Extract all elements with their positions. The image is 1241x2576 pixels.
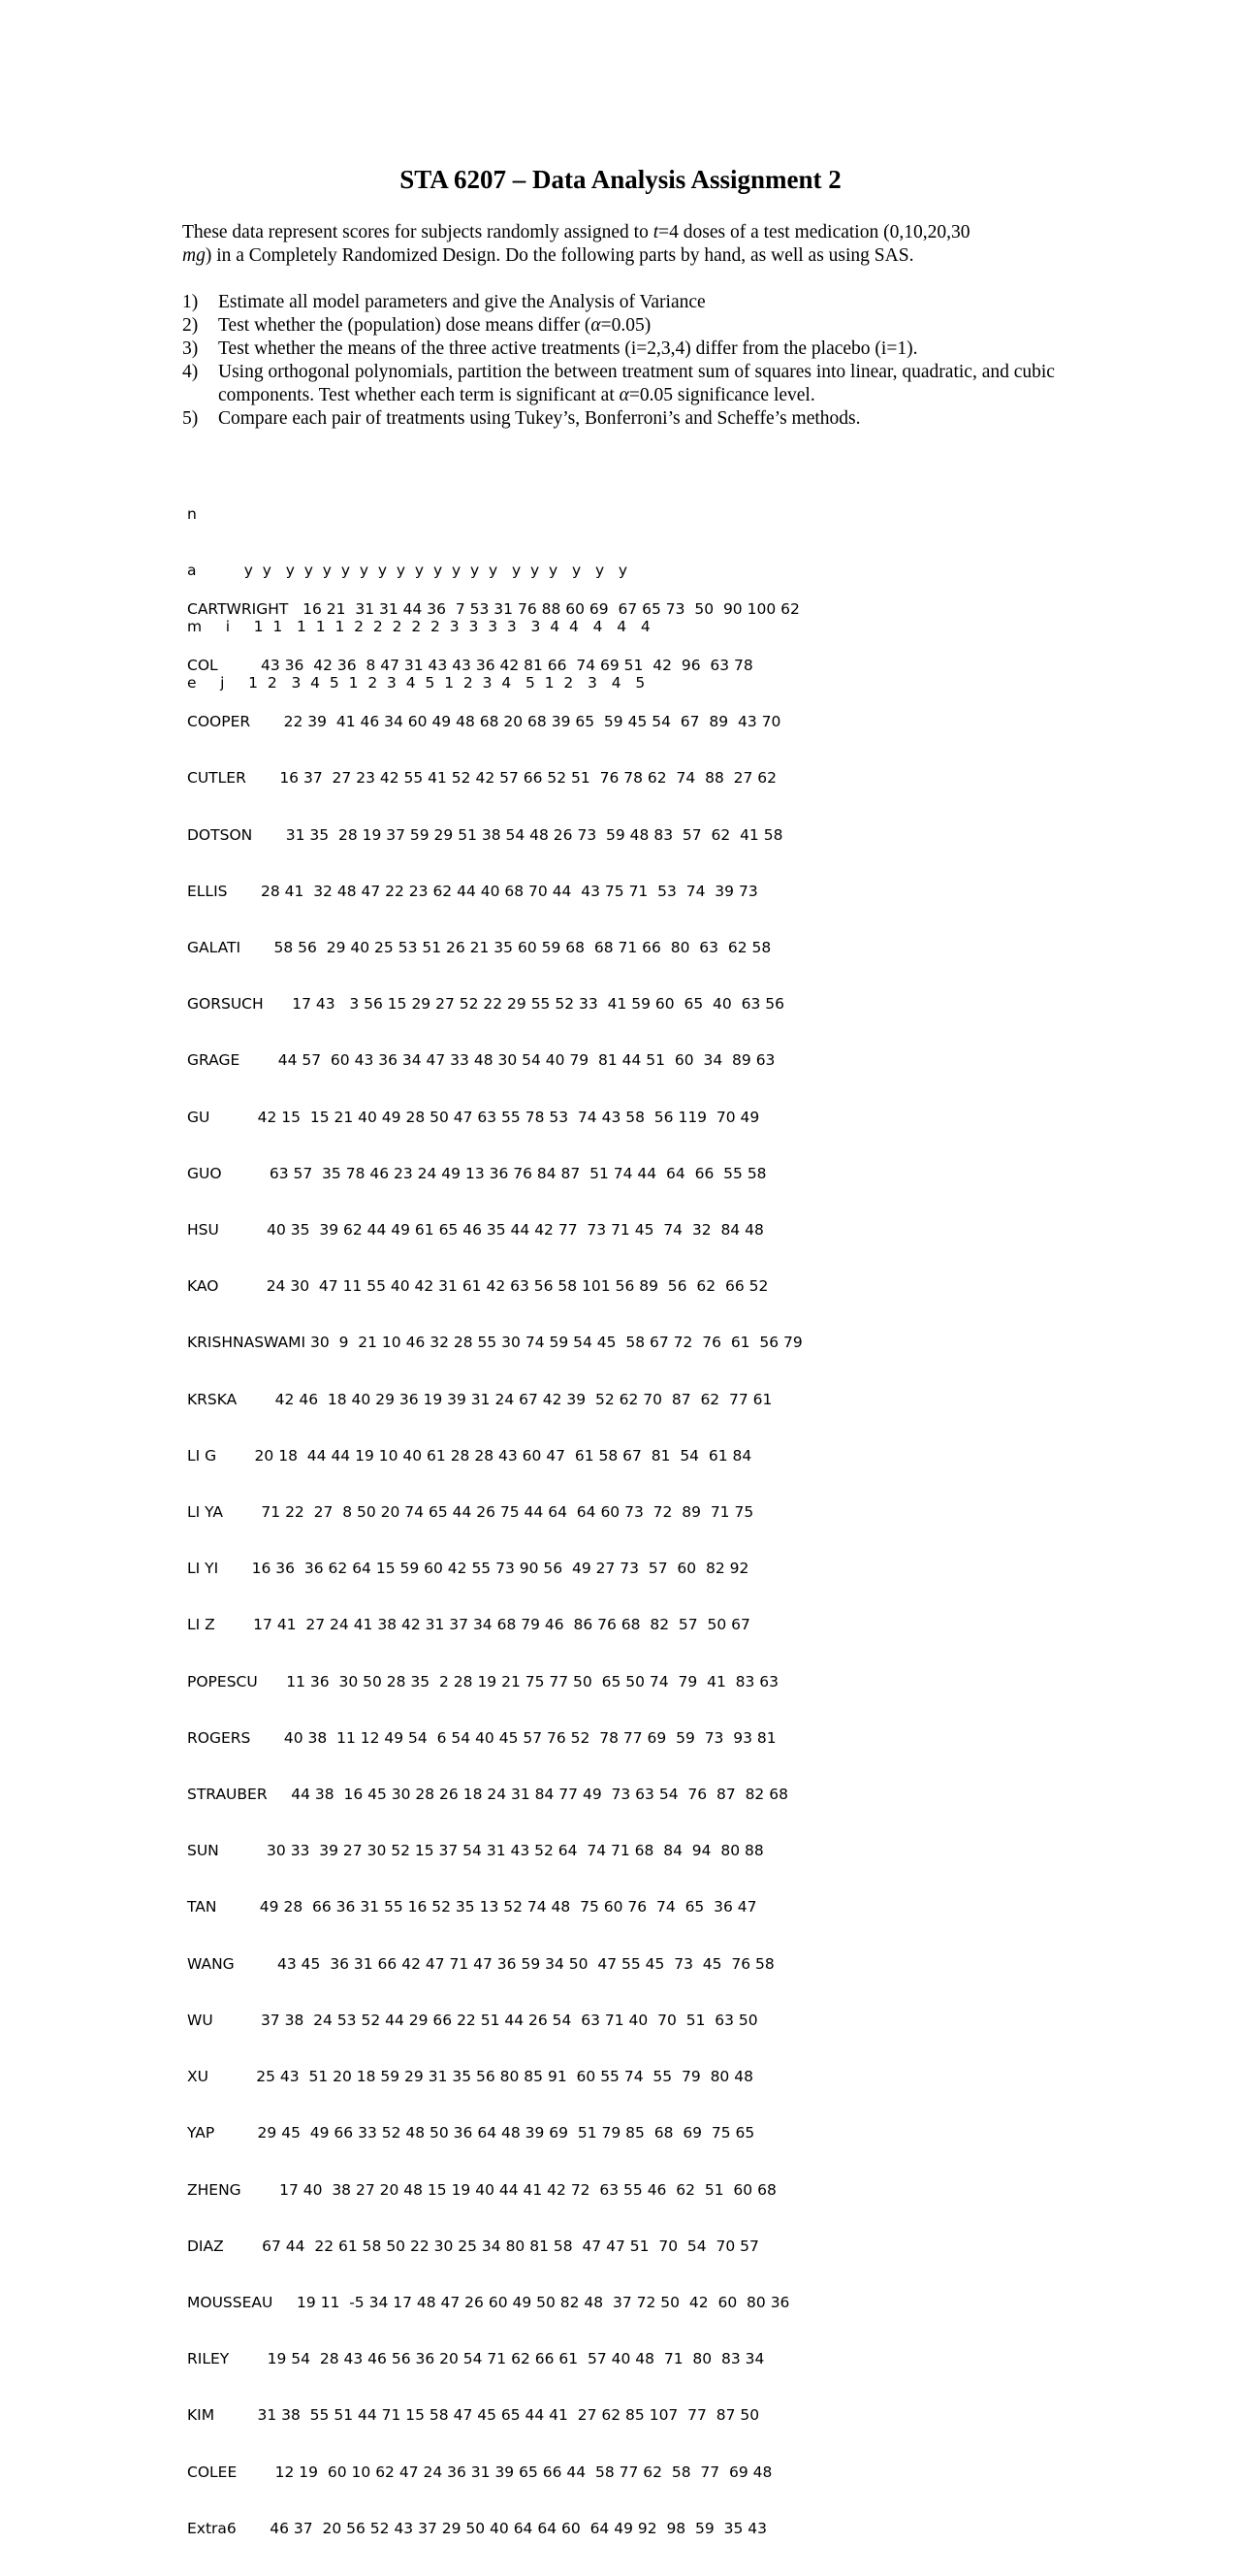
data-row: Extra6 46 37 20 56 52 43 37 29 50 40 64 64 60 64 49 92 98 59 35 43 [187,2519,767,2537]
data-row: RILEY 19 54 28 43 46 56 36 20 54 71 62 66 61 57 40 48 71 80 83 34 [187,2350,765,2368]
task-number: 4) [182,362,199,382]
data-row: LI G 20 18 44 44 19 10 40 61 28 28 43 60 47 61 58 67 81 54 61 84 [187,1446,752,1465]
data-row: LI Z 17 41 27 24 41 38 42 31 37 34 68 79 46 86 76 68 82 57 50 67 [187,1616,750,1634]
data-row: ZHENG 17 40 38 27 20 48 15 19 40 44 41 42 72 63 55 46 62 51 60 68 [187,2180,777,2199]
task-item [182,338,1055,361]
data-row: GORSUCH 17 43 3 56 15 29 27 52 22 29 55 52 33 41 59 60 65 40 63 56 [187,995,784,1014]
data-row: LI YI 16 36 36 62 64 15 59 60 42 55 73 90 56 49 27 73 57 60 82 92 [187,1560,749,1578]
data-row: ROGERS 40 38 11 12 49 54 6 54 40 45 57 76 52 78 77 69 59 73 93 81 [187,1728,777,1747]
task-number: 1) [182,292,199,312]
data-row: GRAGE 44 57 60 43 36 34 47 33 48 30 54 40 79 81 44 51 60 34 89 63 [187,1051,776,1070]
data-row: KIM 31 38 55 51 44 71 15 58 47 45 65 44 41 27 62 85 107 77 87 50 [187,2406,760,2425]
task-item [182,407,1055,431]
task-text-end: =0.05) [600,315,652,336]
data-row: GU 42 15 15 21 40 49 28 50 47 63 55 78 53 74 43 58 56 119 70 49 [187,1108,760,1126]
data-row: LI YA 71 22 27 8 50 20 74 65 44 26 75 44 64 64 60 73 72 89 71 75 [187,1503,754,1522]
data-row: DIAZ 67 44 22 61 58 50 22 30 25 34 80 81 58 47 47 51 70 54 70 57 [187,2237,759,2255]
data-row: ELLIS 28 41 32 48 47 22 23 62 44 40 68 70 44 43 75 71 53 74 39 73 [187,882,758,900]
data-row: COOPER 22 39 41 46 34 60 49 48 68 20 68 39 65 59 45 54 67 89 43 70 [187,713,781,731]
data-table [187,563,803,2576]
data-row: DOTSON 31 35 28 19 37 59 29 51 38 54 48 26 73 59 48 83 57 62 41 58 [187,825,783,844]
task-item [182,361,1055,407]
task-item [182,314,1055,338]
task-text-end: =0.05 significance level. [628,385,815,405]
intro-paragraph [182,221,1035,268]
intro-text-1: These data represent scores for subjects randomly assigned to [182,222,653,242]
data-row: CUTLER 16 37 27 23 42 55 41 52 42 57 66 52 51 76 78 62 74 88 27 62 [187,769,778,788]
task-text: Estimate all model parameters and give the Analysis of Variance [218,292,706,312]
data-row: SUN 30 33 39 27 30 52 15 37 54 31 43 52 64 74 71 68 84 94 80 88 [187,1842,764,1860]
page-title: STA 6207 – Data Analysis Assignment 2 [399,165,842,194]
data-row: CARTWRIGHT 16 21 31 31 44 36 7 53 31 76 88 60 69 67 65 73 50 90 100 62 [187,599,800,618]
data-row: YAP 29 45 49 66 33 52 48 50 36 64 48 39 69 51 79 85 68 69 75 65 [187,2124,755,2142]
data-row: COLEE 12 19 60 10 62 47 24 36 31 39 65 66 44 58 77 62 58 77 69 48 [187,2463,773,2481]
task-number: 3) [182,338,199,359]
alpha-symbol: α [590,315,601,336]
header-line: n [187,504,197,523]
task-item [182,291,1055,314]
data-row: GALATI 58 56 29 40 25 53 51 26 21 35 60 59 68 68 71 66 80 63 62 58 [187,939,772,957]
task-text: Compare each pair of treatments using Tukey’s, Bonferroni’s and Scheffe’s methods. [218,408,861,429]
task-text: Test whether the (population) dose means differ ( [218,315,591,336]
data-row: KRSKA 42 46 18 40 29 36 19 39 31 24 67 42 39 52 62 70 87 62 77 61 [187,1390,773,1408]
data-row: KAO 24 30 47 11 55 40 42 31 61 42 63 56 58 101 56 89 56 62 66 52 [187,1277,769,1296]
data-row: TAN 49 28 66 36 31 55 16 52 35 13 52 74 48 75 60 76 74 65 36 47 [187,1898,757,1916]
data-row: KRISHNASWAMI 30 9 21 10 46 32 28 55 30 74 59 54 45 58 67 72 76 61 56 79 [187,1334,803,1352]
data-row: MOUSSEAU 19 11 -5 34 17 48 47 26 60 49 50 82 48 37 72 50 42 60 80 36 [187,2293,790,2311]
header-line: a y y y y y y y y y y y y y y y y y y y y [187,562,628,580]
intro-text-3: ) in a Completely Randomized Design. Do the following parts by hand, as well as using SAS. [205,245,914,266]
data-row: XU 25 43 51 20 18 59 29 31 35 56 80 85 91 60 55 74 55 79 80 48 [187,2068,753,2086]
task-list [182,291,1055,431]
intro-text-2: =4 doses of a test medication (0,10,20,30 [658,222,971,242]
task-text: Using orthogonal polynomials, partition the between treatment sum of squares into linear, quadratic, and cubic components. Test whether each term is significant at [218,362,1055,405]
task-number: 2) [182,315,199,336]
header-line: e j 1 2 3 4 5 1 2 3 4 5 1 2 3 4 5 1 2 3 4 5 [187,674,646,692]
intro-t-variable: t [652,222,659,242]
task-text: Test whether the means of the three active treatments (i=2,3,4) differ from the placebo (i=1). [218,338,918,359]
header-line: m i 1 1 1 1 1 2 2 2 2 2 3 3 3 3 3 4 4 4 4 4 [187,618,651,636]
data-row: STRAUBER 44 38 16 45 30 28 26 18 24 31 84 77 49 73 63 54 76 87 82 68 [187,1786,788,1804]
alpha-symbol: α [619,385,629,405]
data-row: HSU 40 35 39 62 44 49 61 65 46 35 44 42 77 73 71 45 74 32 84 48 [187,1221,764,1240]
data-row: GUO 63 57 35 78 46 23 24 49 13 36 76 84 87 51 74 44 64 66 55 58 [187,1164,767,1182]
data-row: COL 43 36 42 36 8 47 31 43 43 36 42 81 66 74 69 51 42 96 63 78 [187,657,753,675]
task-number: 5) [182,408,199,429]
data-row: WU 37 38 24 53 52 44 29 66 22 51 44 26 54 63 71 40 70 51 63 50 [187,2011,758,2029]
intro-mg-unit: mg [182,245,206,266]
data-row: WANG 43 45 36 31 66 42 47 71 47 36 59 34 50 47 55 45 73 45 76 58 [187,1954,775,1973]
data-row: POPESCU 11 36 30 50 28 35 2 28 19 21 75 77 50 65 50 74 79 41 83 63 [187,1672,780,1690]
